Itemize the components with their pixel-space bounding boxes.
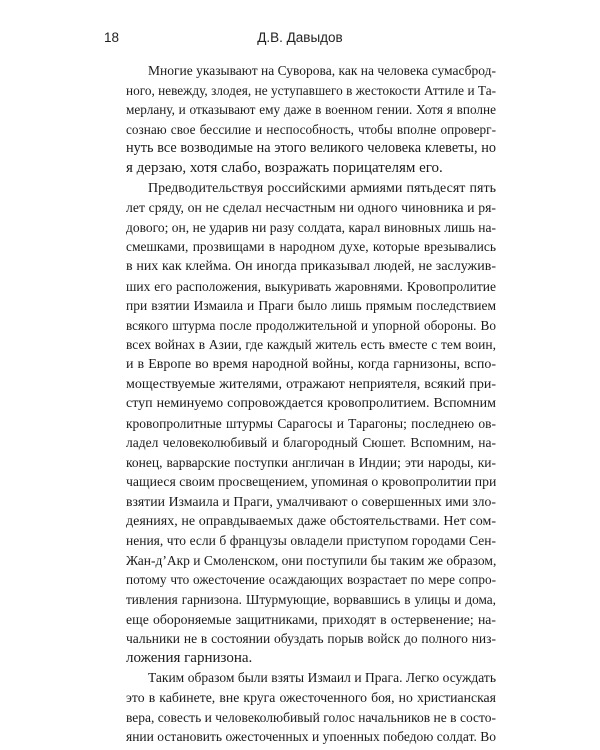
text-line: всех войнах в Азии, где каждый житель есть вместе с тем воин,	[126, 337, 496, 353]
text-line: тивления гарнизона. Штурмующие, ворвавшись в улицы и дома,	[126, 592, 496, 608]
text-line: дового; он, не ударив ни разу солдата, карал виновных лишь на-	[126, 219, 496, 235]
text-line: янии остановить ожесточенных и упоенных победою солдат. Во	[126, 729, 496, 745]
text-line: ложения гарнизона.	[126, 649, 253, 666]
text-line: и в Европе во время народной войны, когда гарнизоны, вспо-	[126, 356, 496, 372]
text-line: конец, варварские поступки англичан в Индии; эти народы, ки-	[126, 454, 496, 470]
text-line: взятии Измаила и Праги, умалчивают о совершенных ими зло-	[126, 494, 496, 510]
text-line: Многие указывают на Суворова, как на человека сумасброд-	[148, 63, 496, 78]
body-text	[104, 61, 496, 747]
page-number: 18	[104, 30, 120, 45]
text-line: лет сряду, он не сделал несчастным ни одного чиновника и ря-	[126, 200, 496, 216]
text-line: смешками, прозвищами в народном духе, которые врезывались	[126, 239, 496, 255]
text-line: ших его расположения, выкуривать жаровнями. Кровопролитие	[126, 278, 496, 294]
text-line: Таким образом были взяты Измаил и Прага. Легко осуждать	[148, 670, 496, 686]
text-line: моществуемые жителями, отражают неприятеля, всякий при-	[126, 376, 496, 392]
running-head-author: Д.В. Давыдов	[257, 30, 343, 45]
text-line: кровопролитные штурмы Сарагосы и Тарагоны; последнею ов-	[126, 415, 496, 431]
text-line: я дерзаю, хотя слабо, возражать порицателям его.	[126, 159, 443, 176]
text-line: вера, совесть и человеколюбивый голос начальников не в состо-	[126, 709, 496, 725]
text-line: ладел человеколюбивый и благородный Сюшет. Вспомним, на-	[126, 435, 496, 451]
text-line: при взятии Измаила и Праги было лишь прямым последствием	[126, 298, 496, 314]
text-line: еще обороняемые защитниками, приходят в остервенение; на-	[126, 611, 496, 627]
paragraph	[104, 61, 496, 179]
text-line: потому что ожесточение осаждающих возрастает по мере сопро-	[126, 572, 496, 588]
text-line: нуть все возводимые на этого великого человека клеветы, но	[126, 140, 496, 157]
paragraph	[104, 668, 496, 746]
text-line: чащиеся своим просвещением, упоминая о кровопролитии при	[126, 474, 497, 490]
text-line: в них как клейма. Он иногда приказывал людей, не заслужив-	[126, 258, 496, 274]
text-line: ступ неминуемо сопровождается кровопролитием. Вспомним	[126, 396, 496, 412]
text-line: Предводительствуя российскими армиями пятьдесят пять	[148, 180, 496, 196]
text-line: ного, невежду, злодея, не уступавшего в жестокости Аттиле и Та-	[126, 82, 496, 98]
text-line: сознаю свое бессилие и неспособность, чтобы вполне опроверг-	[126, 121, 496, 137]
paragraph	[104, 179, 496, 669]
text-line: мерлану, и отказывают ему даже в военном гении. Хотя я вполне	[126, 102, 496, 118]
text-line: чальники не в состоянии обуздать порыв войск до полного низ-	[126, 631, 496, 647]
text-line: деяниях, не оправдываемых даже обстоятельствами. Нет сом-	[126, 513, 496, 529]
text-line: всякого штурма после продолжительной и упорной обороны. Во	[126, 317, 496, 333]
text-line: Жан-д’Акр и Смоленском, они поступили бы таким же образом,	[126, 552, 497, 568]
page-header	[104, 30, 496, 50]
text-line: это в кабинете, вне круга ожесточенного боя, но христианская	[126, 690, 496, 705]
text-line: нения, что если б французы овладели приступом городами Сен-	[126, 533, 496, 549]
